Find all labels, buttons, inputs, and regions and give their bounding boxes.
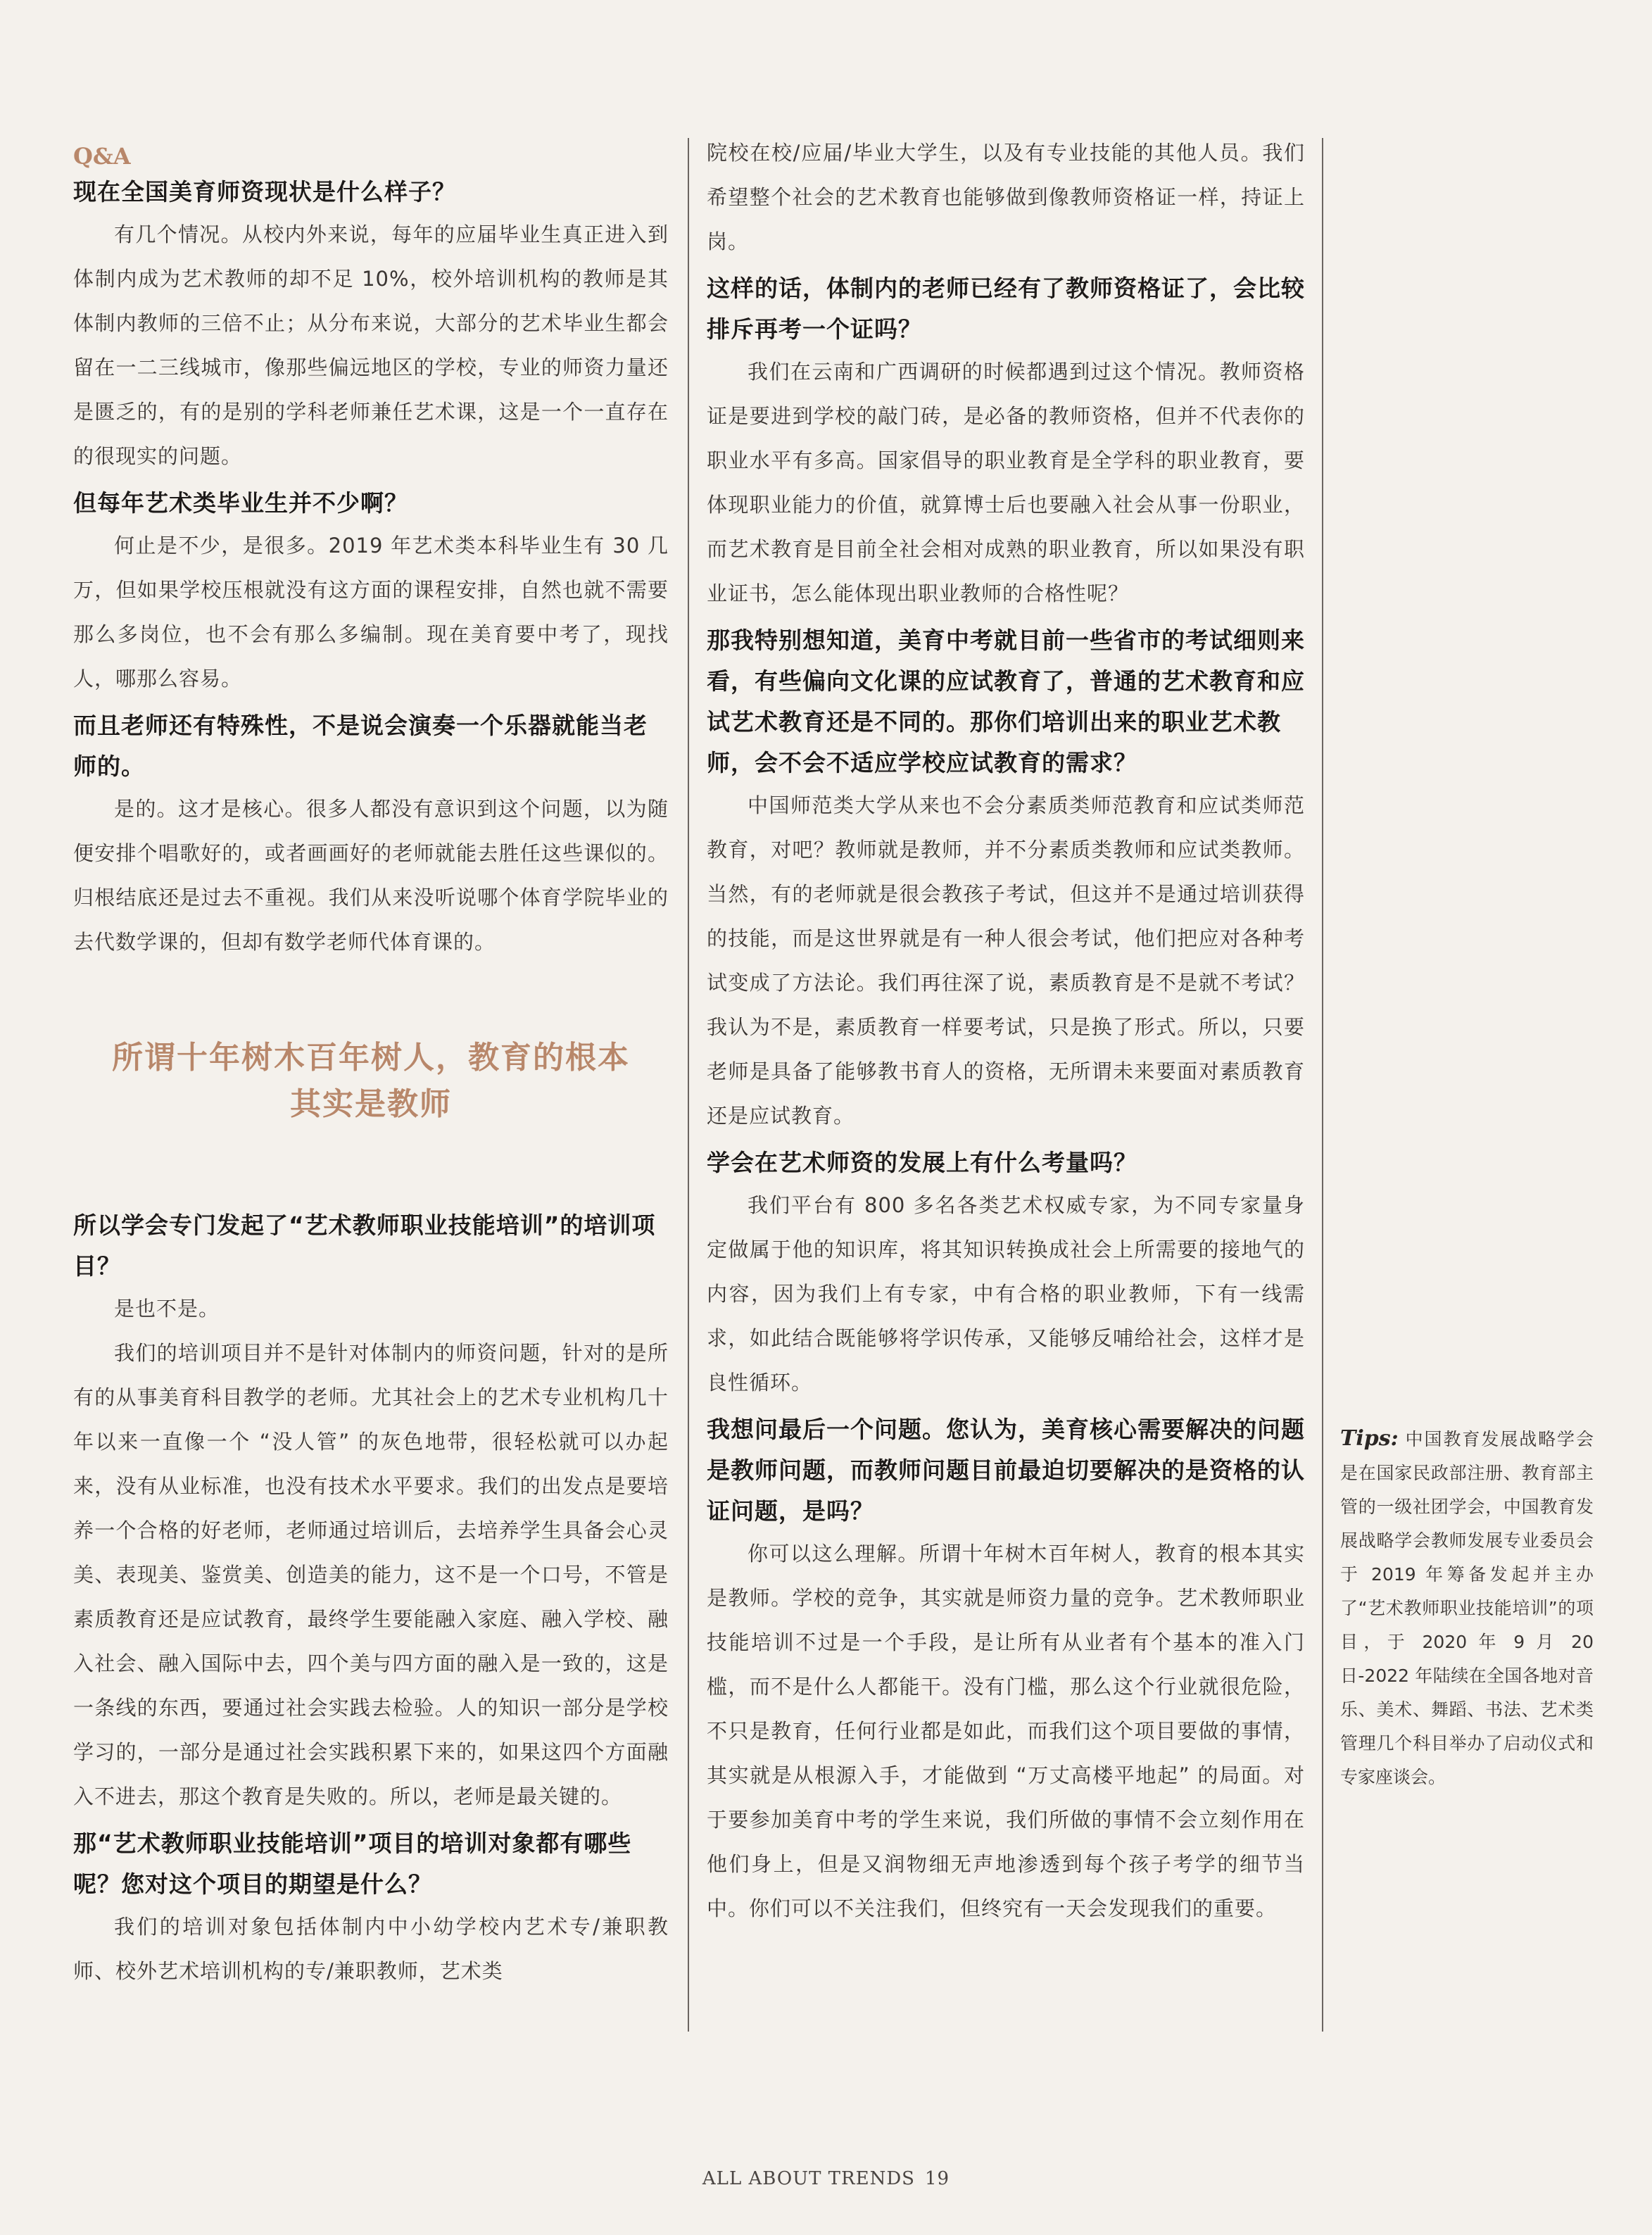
question-1: 现在全国美育师资现状是什么样子？ [73,178,456,206]
qa-tag: Q&A [73,143,131,170]
page-footer [0,2168,1652,2189]
answer-5-continued: 院校在校/应届/毕业大学生，以及有专业技能的其他人员。我们希望整个社会的艺术教育也能够做到像教师资格证一样，持证上岗。 [707,141,1305,253]
column-divider-right [1322,138,1323,2032]
section-heading [73,1035,669,1128]
section-heading-line2: 其实是教师 [290,1086,452,1122]
question-7: 那我特别想知道，美育中考就目前一些省市的考试细则来看，有些偏向文化课的应试教育了，普通的艺术教育和应试艺术教育还是不同的。那你们培训出来的职业艺术教师，会不会不适应学校应试教育的需求？ [707,627,1305,776]
section-heading-line1: 所谓十年树木百年树人，教育的根本 [112,1040,630,1076]
question-3: 而且老师还有特殊性，不是说会演奏一个乐器就能当老师的。 [73,712,648,780]
left-column [73,141,669,1994]
tips-text: 中国教育发展战略学会是在国家民政部注册、教育部主管的一级社团学会，中国教育发展战略学会教师发展专业委员会于 2019 年筹备发起并主办了“艺术教师职业技能培训”的项目，于 2020 年 9 月 20 日-2022 年陆续在全国各地对音乐、美术、舞蹈、书法、艺术类管理几个科目举办了启动仪式和专家座谈会。 [1340,1429,1594,1787]
answer-1: 有几个情况。从校内外来说，每年的应届毕业生真正进入到体制内成为艺术教师的却不足 10%，校外培训机构的教师是其体制内教师的三倍不止；从分布来说，大部分的艺术毕业生都会留在一二三线城市，像那些偏远地区的学校，专业的师资力量还是匮乏的，有的是别的学科老师兼任艺术课，这是一个一直存在的很现实的问题。 [73,222,669,468]
answer-7: 中国师范类大学从来也不会分素质类师范教育和应试类师范教育，对吧？教师就是教师，并不分素质类教师和应试类教师。当然，有的老师就是很会教孩子考试，但这并不是通过培训获得的技能，而是这世界就是有一种人很会考试，他们把应对各种考试变成了方法论。我们再往深了说，素质教育是不是就不考试？我认为不是，素质教育一样要考试，只是换了形式。所以，只要老师是具备了能够教书育人的资格，无所谓未来要面对素质教育还是应试教育。 [707,793,1305,1128]
sidebar-tips [1340,1422,1594,1794]
question-5: 那“艺术教师职业技能培训”项目的培训对象都有哪些呢？您对这个项目的期望是什么？ [73,1830,632,1898]
tips-label: Tips: [1340,1426,1399,1451]
question-4: 所以学会专门发起了“艺术教师职业技能培训”的培训项目？ [73,1211,656,1280]
question-9: 我想问最后一个问题。您认为，美育核心需要解决的问题是教师问题，而教师问题目前最迫切要解决的是资格的认证问题，是吗？ [707,1416,1305,1525]
column-divider-left [688,138,689,2032]
answer-4-intro: 是也不是。 [114,1297,220,1321]
answer-5: 我们的培训对象包括体制内中小幼学校内艺术专/兼职教师、校外艺术培训机构的专/兼职教师，艺术类 [73,1915,669,1983]
answer-8: 我们平台有 800 多名各类艺术权威专家，为不同专家量身定做属于他的知识库，将其知识转换成社会上所需要的接地气的内容，因为我们上有专家，中有合格的职业教师，下有一线需求，如此结合既能够将学识传承，又能够反哺给社会，这样才是良性循环。 [707,1193,1305,1394]
answer-2: 何止是不少，是很多。2019 年艺术类本科毕业生有 30 几万，但如果学校压根就没有这方面的课程安排，自然也就不需要那么多岗位，也不会有那么多编制。现在美育要中考了，现找人，哪那么容易。 [73,534,669,691]
page-number: 19 [924,2168,950,2189]
question-6: 这样的话，体制内的老师已经有了教师资格证了，会比较排斥再考一个证吗？ [707,275,1305,343]
answer-9: 你可以这么理解。所谓十年树木百年树人，教育的根本其实是教师。学校的竞争，其实就是师资力量的竞争。艺术教师职业技能培训不过是一个手段，是让所有从业者有个基本的准入门槛，而不是什么人都能干。没有门槛，那么这个行业就很危险，不只是教育，任何行业都是如此，而我们这个项目要做的事情，其实就是从根源入手，才能做到 “万丈高楼平地起” 的局面。对于要参加美育中考的学生来说，我们所做的事情不会立刻作用在他们身上，但是又润物细无声地渗透到每个孩子考学的细节当中。你们可以不关注我们，但终究有一天会发现我们的重要。 [707,1542,1305,1920]
answer-4: 我们的培训项目并不是针对体制内的师资问题，针对的是所有的从事美育科目教学的老师。尤其社会上的艺术专业机构几十年以来一直像一个 “没人管” 的灰色地带，很轻松就可以办起来，没有从业标准，也没有技术水平要求。我们的出发点是要培养一个合格的好老师，老师通过培训后，去培养学生具备会心灵美、表现美、鉴赏美、创造美的能力，这不是一个口号，不管是素质教育还是应试教育，最终学生要能融入家庭、融入学校、融入社会、融入国际中去，四个美与四方面的融入是一致的，这是一条线的东西，要通过社会实践去检验。人的知识一部分是学校学习的，一部分是通过社会实践积累下来的，如果这四个方面融入不进去，那这个教育是失败的。所以，老师是最关键的。 [73,1341,669,1808]
magazine-name: ALL ABOUT TRENDS [702,2168,915,2189]
middle-column [707,131,1305,1931]
question-8: 学会在艺术师资的发展上有什么考量吗？ [707,1149,1137,1176]
answer-6: 我们在云南和广西调研的时候都遇到过这个情况。教师资格证是要进到学校的敲门砖，是必备的教师资格，但并不代表你的职业水平有多高。国家倡导的职业教育是全学科的职业教育，要体现职业能力的价值，就算博士后也要融入社会从事一份职业，而艺术教育是目前全社会相对成熟的职业教育，所以如果没有职业证书，怎么能体现出职业教师的合格性呢？ [707,360,1305,605]
answer-3: 是的。这才是核心。很多人都没有意识到这个问题，以为随便安排个唱歌好的，或者画画好的老师就能去胜任这些课似的。归根结底还是过去不重视。我们从来没听说哪个体育学院毕业的去代数学课的，但却有数学老师代体育课的。 [73,797,669,954]
question-2: 但每年艺术类毕业生并不少啊？ [73,489,408,517]
tips-box [1340,1422,1594,1794]
